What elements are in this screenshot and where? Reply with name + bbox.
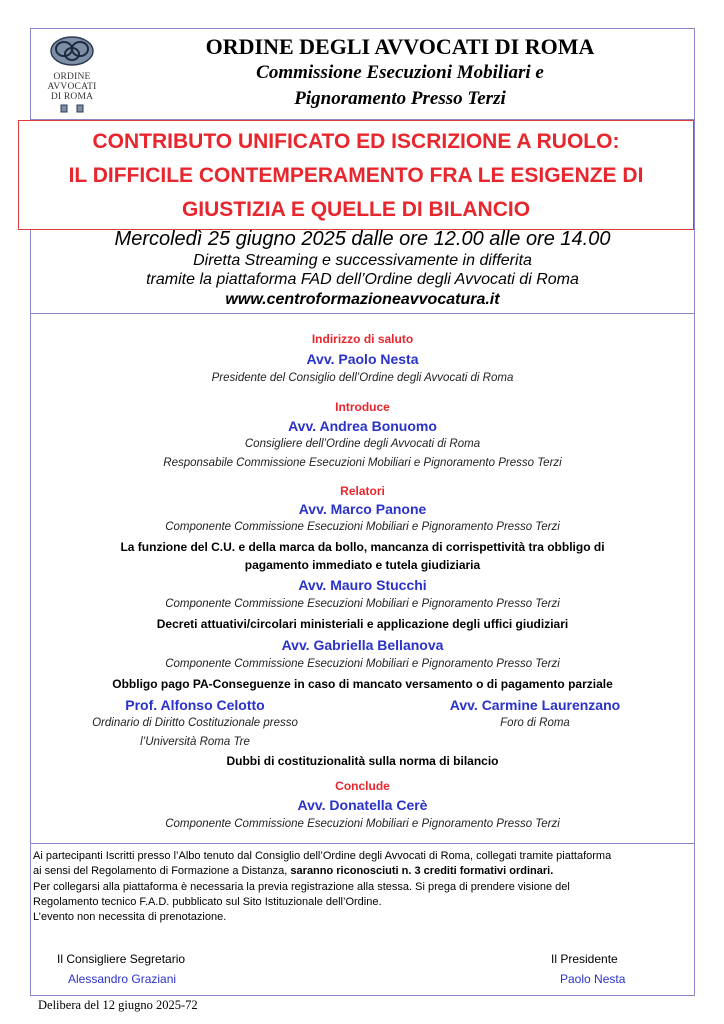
logo-text-2: AVVOCATI [47, 82, 97, 92]
introduce-desc-1: Consigliere dell’Ordine degli Avvocati di Roma [244, 438, 481, 450]
logo-text-1: ORDINE [53, 72, 91, 82]
signature-right-name: Paolo Nesta [560, 972, 626, 986]
headline-line-3: GIUSTIZIA E QUELLE DI BILANCIO [181, 198, 531, 221]
relatore-1-name: Avv. Marco Panone [298, 501, 427, 517]
signature-right-role: Il Presidente [551, 952, 618, 966]
logo-columns-icon [57, 104, 87, 113]
logo-emblem-icon [48, 34, 96, 68]
relatore-2-name: Avv. Mauro Stucchi [298, 577, 427, 593]
headline-line-2: IL DIFFICILE CONTEMPERAMENTO FRA LE ESIGENZE DI [68, 164, 644, 187]
event-date: Mercoledì 25 giugno 2025 dalle ore 12.00 alle ore 14.00 [114, 228, 611, 250]
saluto-role: Indirizzo di saluto [311, 332, 414, 346]
relatori-role: Relatori [340, 484, 385, 498]
notice-line-1: Ai partecipanti Iscritti presso l’Albo tenuto dal Consiglio dell’Ordine degli Avvocati di Roma, collegati tramite piattaforma [33, 850, 612, 862]
laurenzano-desc: Foro di Roma [500, 717, 570, 729]
event-platform: tramite la piattaforma FAD dell’Ordine degli Avvocati di Roma [146, 271, 579, 288]
headline-line-1: CONTRIBUTO UNIFICATO ED ISCRIZIONE A RUOLO: [92, 130, 620, 153]
relatore-3-name: Avv. Gabriella Bellanova [281, 637, 444, 653]
delibera-footer: Delibera del 12 giugno 2025-72 [38, 998, 198, 1012]
relatore-1-topic-2: pagamento immediato e tutela giudiziaria [244, 558, 481, 572]
relatore-2-desc: Componente Commissione Esecuzioni Mobiliari e Pignoramento Presso Terzi [165, 598, 560, 610]
celotto-name: Prof. Alfonso Celotto [125, 697, 265, 713]
notice-line-4: Regolamento tecnico F.A.D. pubblicato sul Sito Istituzionale dell’Ordine. [33, 896, 382, 908]
notice-line-2 [33, 864, 693, 879]
conclude-name: Avv. Donatella Cerè [297, 797, 428, 813]
header-subtitle-2: Pignoramento Presso Terzi [294, 88, 506, 109]
conclude-role: Conclude [335, 779, 390, 793]
notice-credits: saranno riconosciuti n. 3 crediti formativi ordinari. [290, 865, 554, 877]
conclude-desc: Componente Commissione Esecuzioni Mobiliari e Pignoramento Presso Terzi [165, 818, 560, 830]
event-website-link[interactable]: www.centroformazioneavvocatura.it [225, 291, 500, 308]
introduce-name: Avv. Andrea Bonuomo [288, 418, 437, 434]
logo [40, 34, 104, 116]
laurenzano-name: Avv. Carmine Laurenzano [449, 697, 621, 713]
saluto-desc: Presidente del Consiglio dell’Ordine degli Avvocati di Roma [211, 372, 514, 384]
relatore-3-desc: Componente Commissione Esecuzioni Mobiliari e Pignoramento Presso Terzi [165, 658, 560, 670]
saluto-name: Avv. Paolo Nesta [306, 351, 419, 367]
notice-line-5: L’evento non necessita di prenotazione. [33, 911, 227, 923]
duo-topic: Dubbi di costituzionalità sulla norma di bilancio [226, 754, 499, 768]
header-title: ORDINE DEGLI AVVOCATI DI ROMA [205, 34, 595, 59]
notice-line-3: Per collegarsi alla piattaforma è necessaria la previa registrazione alla stessa. Si prega di prendere visione del [33, 881, 570, 893]
header-subtitle-1: Commissione Esecuzioni Mobiliari e [256, 62, 544, 83]
signature-left-role: Il Consigliere Segretario [57, 952, 186, 966]
celotto-desc-2: l’Università Roma Tre [140, 736, 250, 748]
logo-text-3: DI ROMA [50, 92, 94, 102]
separator-top [30, 313, 695, 314]
separator-bottom [30, 843, 695, 844]
relatore-3-topic: Obbligo pago PA-Conseguenze in caso di mancato versamento o di pagamento parziale [112, 677, 613, 691]
event-streaming: Diretta Streaming e successivamente in differita [193, 252, 532, 269]
relatore-2-topic: Decreti attuativi/circolari ministeriali e applicazione degli uffici giudiziari [156, 617, 569, 631]
relatore-1-desc: Componente Commissione Esecuzioni Mobiliari e Pignoramento Presso Terzi [165, 521, 560, 533]
signature-left-name: Alessandro Graziani [68, 972, 177, 986]
celotto-desc-1: Ordinario di Diritto Costituzionale presso [92, 717, 298, 729]
introduce-role: Introduce [335, 400, 390, 414]
introduce-desc-2: Responsabile Commissione Esecuzioni Mobiliari e Pignoramento Presso Terzi [163, 457, 562, 469]
relatore-1-topic-1: La funzione del C.U. e della marca da bollo, mancanza di corrispettività tra obbligo di [120, 540, 605, 554]
notice-line-2a: ai sensi del Regolamento di Formazione a Distanza, [33, 865, 291, 877]
